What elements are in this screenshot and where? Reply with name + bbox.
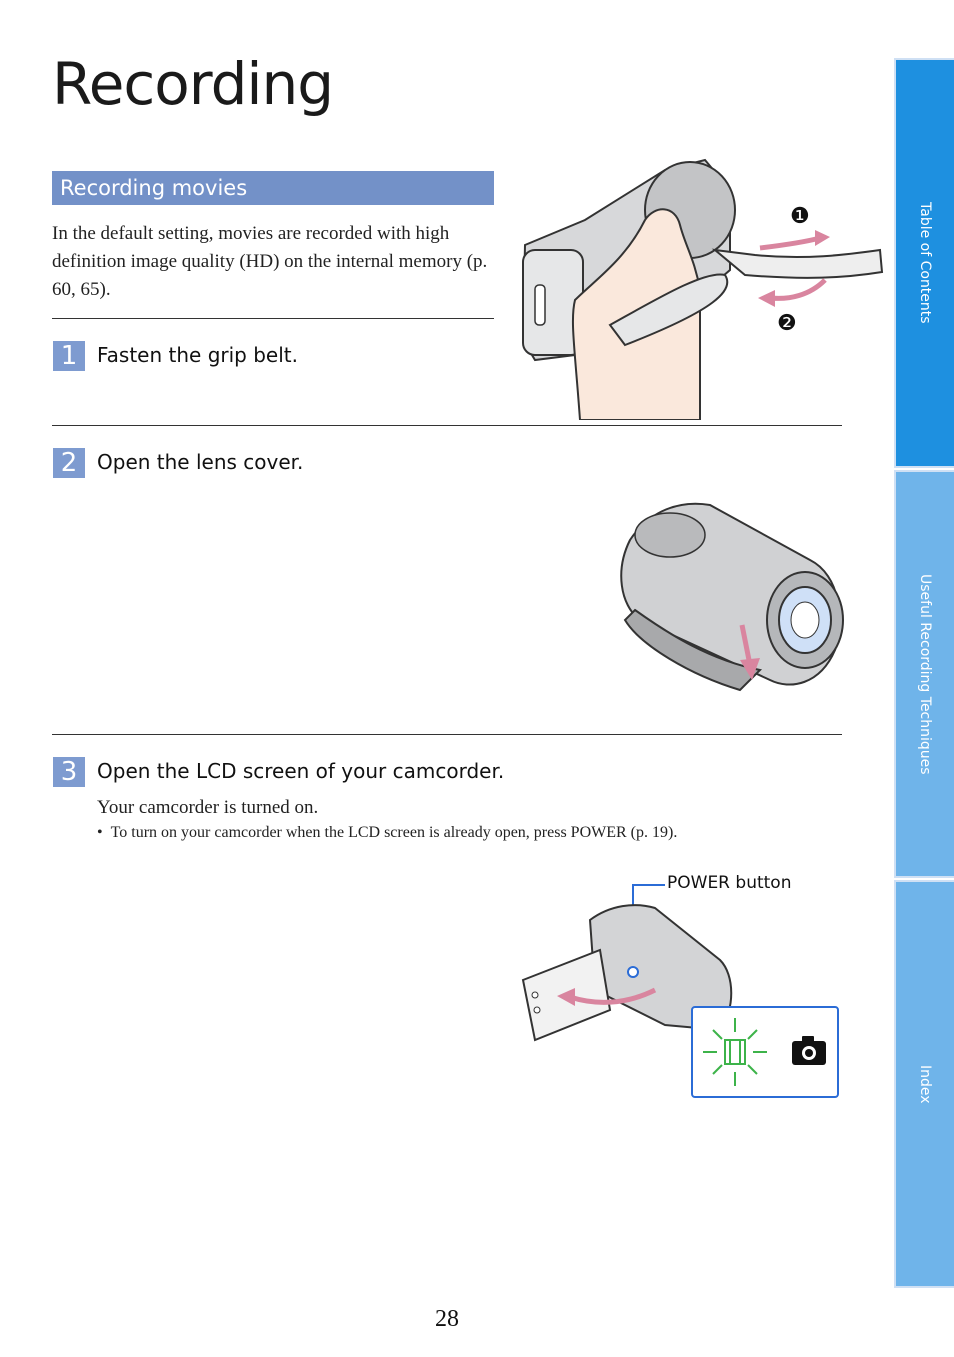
step-3-detail: Your camcorder is turned on. [97, 797, 319, 818]
tab-table-of-contents[interactable] [894, 58, 954, 468]
tab-label: Useful Recording Techniques [917, 573, 933, 775]
step-3-text: Open the LCD screen of your camcorder. [97, 759, 505, 783]
page-title: Recording [52, 50, 334, 118]
step-1-number: 1 [53, 341, 85, 371]
bullet-text: To turn on your camcorder when the LCD screen is already open, press POWER (p. 19). [110, 824, 678, 841]
step-2-number: 2 [53, 448, 85, 478]
power-button-callout: POWER button [667, 873, 792, 893]
tab-label: Table of Contents [917, 202, 933, 324]
section-header: Recording movies [52, 171, 494, 205]
tab-useful-recording-techniques[interactable] [894, 470, 954, 878]
tab-label: Index [917, 1064, 933, 1104]
step-3-number: 3 [53, 757, 85, 787]
divider [52, 425, 842, 426]
lcd-open-illustration [515, 880, 850, 1105]
step-3-bullet [97, 824, 677, 842]
marker-1: ❶ [790, 204, 810, 229]
intro-paragraph: In the default setting, movies are recorded with high definition image quality (HD) on the internal memory (p. 60, 65). [52, 223, 488, 300]
marker-2: ❷ [777, 311, 797, 336]
bullet-icon: • [97, 824, 103, 841]
page-number: 28 [435, 1306, 459, 1332]
lens-cover-illustration [610, 490, 850, 720]
step-1-text: Fasten the grip belt. [97, 343, 298, 367]
divider [52, 734, 842, 735]
step-2-text: Open the lens cover. [97, 450, 304, 474]
tab-index[interactable] [894, 880, 954, 1288]
grip-belt-illustration [515, 150, 890, 420]
divider [52, 318, 494, 319]
